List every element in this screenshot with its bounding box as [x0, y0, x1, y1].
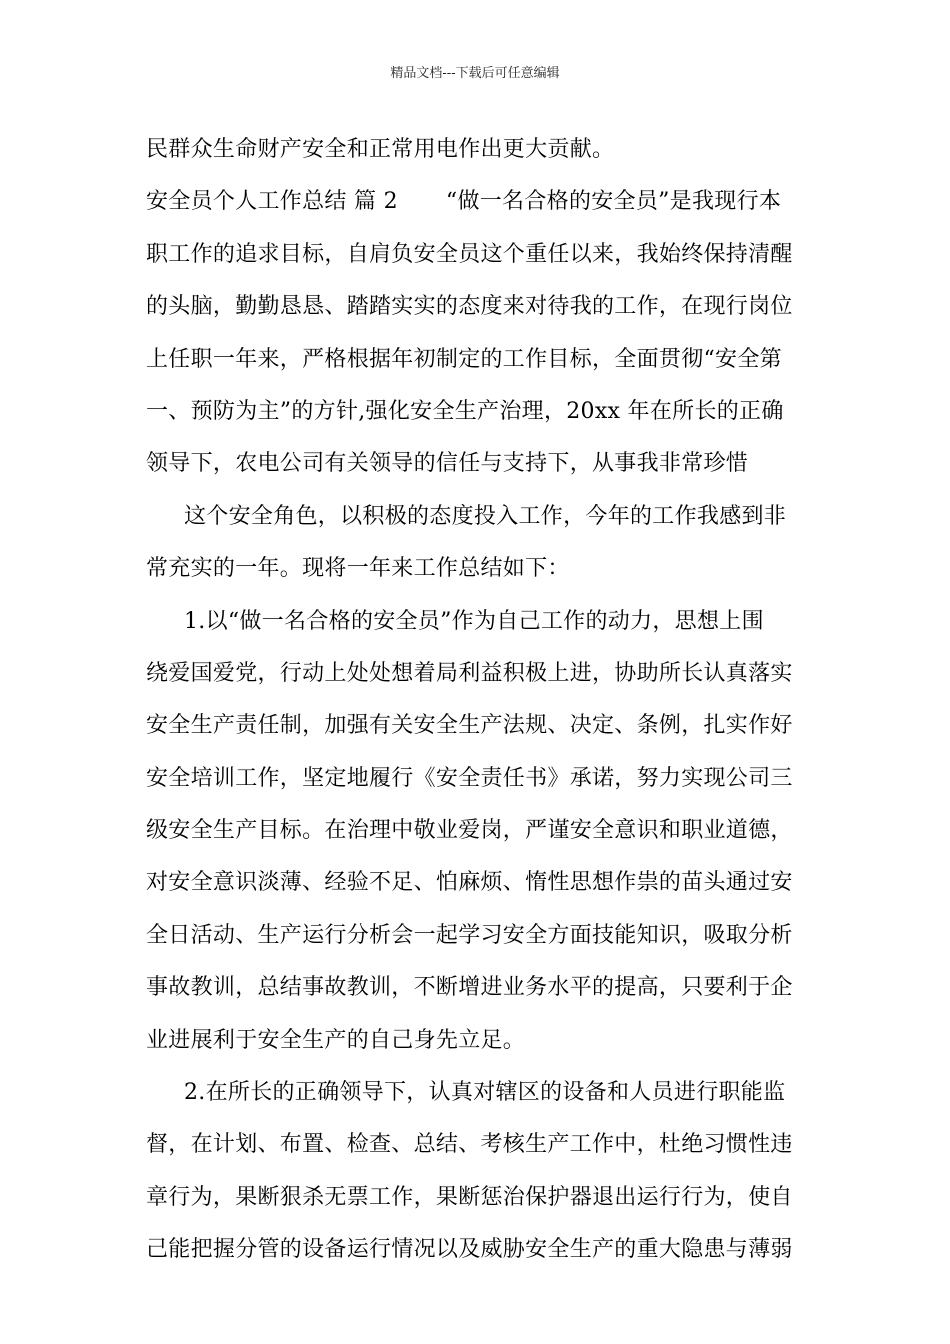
text-line: 章行为，果断狠杀无票工作，果断惩治保护器退出运行行为，使自: [146, 1184, 793, 1210]
text-line: 的头脑，勤勤恳恳、踏踏实实的态度来对待我的工作，在现行岗位: [146, 294, 793, 320]
section-title: 安全员个人工作总结 篇 2: [146, 189, 398, 215]
text-line: 安全生产责任制，加强有关安全生产法规、决定、条例，扎实作好: [146, 713, 793, 739]
paragraph-start-line: 1.以“做一名合格的安全员”作为自己工作的动力，思想上围: [184, 608, 764, 634]
text-line: 上任职一年来，严格根据年初制定的工作目标，全面贯彻“安全第: [146, 346, 782, 372]
text-line: 对安全意识淡薄、经验不足、怕麻烦、惰性思想作祟的苗头通过安: [146, 870, 793, 896]
text-line: 民群众生命财产安全和正常用电作出更大贡献。: [146, 137, 615, 162]
text-line: 常充实的一年。现将一年来工作总结如下：: [146, 556, 570, 582]
text-line: 级安全生产目标。在治理中敬业爱岗，严谨安全意识和职业道德，: [146, 818, 793, 844]
text-line: 业进展利于安全生产的自己身先立足。: [146, 1027, 526, 1053]
paragraph-start-line: 2.在所长的正确领导下，认真对辖区的设备和人员进行职能监: [184, 1080, 786, 1106]
text-line-content: “做一名合格的安全员”是我现行本: [445, 189, 782, 215]
text-line: 全日活动、生产运行分析会一起学习安全方面技能知识，吸取分析: [146, 922, 793, 948]
text-line: [146, 182, 812, 234]
text-line: 己能把握分管的设备运行情况以及威胁安全生产的重大隐患与薄弱: [146, 1237, 793, 1263]
text-line: 事故教训，总结事故教训，不断增进业务水平的提高，只要利于企: [146, 975, 793, 1001]
text-line: 领导下，农电公司有关领导的信任与支持下，从事我非常珍惜: [146, 451, 749, 477]
text-line: 安全培训工作，坚定地履行《安全责任书》承诺，努力实现公司三: [146, 765, 793, 791]
text-line: 督，在计划、布置、检查、总结、考核生产工作中，杜绝习惯性违: [146, 1132, 793, 1158]
text-line: 绕爱国爱党，行动上处处想着局利益积极上进，协助所长认真落实: [146, 660, 793, 686]
text-line: 一、预防为主”的方针,强化安全生产治理，20xx 年在所长的正确: [146, 398, 784, 424]
paragraph-start-line: 这个安全角色，以积极的态度投入工作，今年的工作我感到非: [184, 503, 787, 529]
document-body: [146, 130, 812, 1283]
text-line: 职工作的追求目标，自肩负安全员这个重任以来，我始终保持清醒: [146, 241, 793, 267]
page-header: 精品文档---下载后可任意编辑: [390, 66, 560, 81]
